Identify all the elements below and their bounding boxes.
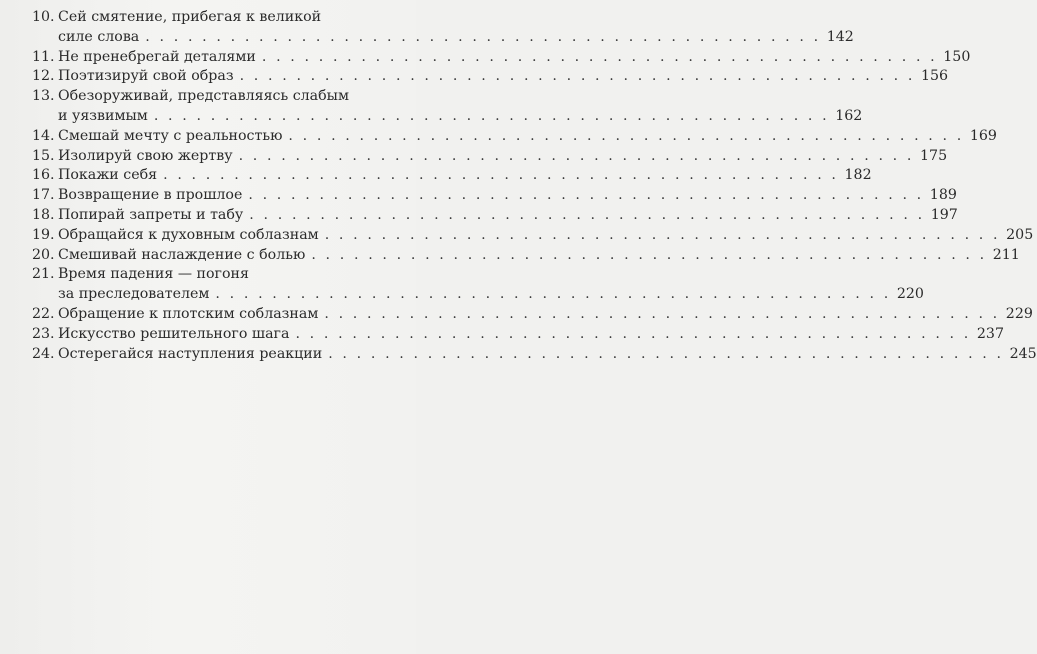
entry-number: 13. [32, 88, 55, 105]
toc-entry-17 [32, 186, 957, 206]
entry-page-number: 220 [896, 286, 924, 303]
toc-entry-15 [32, 147, 948, 167]
entry-title: Искусство решительного шага [58, 325, 290, 342]
entry-title-line-1: Сей смятение, прибегая к великой [58, 9, 322, 25]
entry-page-number: 182 [844, 167, 872, 184]
entry-leader-line [58, 48, 971, 68]
entry-number: 11. [32, 48, 55, 65]
entry-leader-line [58, 305, 1033, 325]
dot-leader: . . . . . . . . . . . . . . . . . . . . . . . . . . . . . . . . . . . . . . . . . . . . . . . . [295, 325, 971, 342]
entry-page-number: 245 [1009, 345, 1037, 362]
dot-leader: . . . . . . . . . . . . . . . . . . . . . . . . . . . . . . . . . . . . . . . . . . . . . . . . [248, 187, 924, 204]
entry-leader-line [58, 166, 872, 186]
entry-title: Изолируй свою жертву [58, 147, 233, 164]
entry-number: 18. [32, 206, 55, 223]
entry-number: 12. [32, 68, 55, 85]
dot-leader: . . . . . . . . . . . . . . . . . . . . . . . . . . . . . . . . . . . . . . . . . . . . . . . . [249, 206, 925, 223]
entry-number: 15. [32, 147, 55, 164]
dot-leader: . . . . . . . . . . . . . . . . . . . . . . . . . . . . . . . . . . . . . . . . . . . . . . . . [239, 68, 915, 85]
entry-body [58, 305, 1033, 325]
dot-leader: . . . . . . . . . . . . . . . . . . . . . . . . . . . . . . . . . . . . . . . . . . . . . . . . [153, 107, 830, 124]
entry-leader-line [58, 107, 863, 127]
entry-leader-line [58, 28, 854, 48]
dot-leader: . . . . . . . . . . . . . . . . . . . . . . . . . . . . . . . . . . . . . . . . . . . . . . . . [288, 127, 964, 144]
dot-leader: . . . . . . . . . . . . . . . . . . . . . . . . . . . . . . . . . . . . . . . . . . . . . . . . [261, 48, 938, 65]
entry-page-number: 169 [969, 127, 997, 144]
entry-body [58, 127, 997, 147]
entry-number: 10. [32, 9, 55, 25]
dot-leader: . . . . . . . . . . . . . . . . . . . . . . . . . . . . . . . . . . . . . . . . . . . . . . . . [215, 286, 891, 303]
entry-leader-line [58, 206, 958, 226]
entry-body [58, 166, 872, 186]
entry-page-number: 229 [1005, 305, 1033, 322]
toc-entry-21 [32, 265, 924, 305]
toc-entry-19 [32, 226, 1034, 246]
toc-entry-20 [32, 246, 1020, 266]
entry-body [58, 67, 949, 87]
entry-title: силе слова [58, 28, 140, 45]
entry-page-number: 189 [929, 187, 957, 204]
entry-page-number: 175 [920, 147, 948, 164]
entry-title: Остерегайся наступления реакции [58, 345, 323, 362]
entry-number: 24. [32, 345, 55, 362]
toc-entry-24 [32, 345, 1037, 365]
entry-body [58, 48, 971, 68]
entry-number: 22. [32, 305, 55, 322]
entry-leader-line [58, 345, 1037, 365]
toc-entry-11 [32, 48, 971, 68]
entry-leader-line [58, 127, 997, 147]
entry-body [58, 87, 863, 127]
dot-leader: . . . . . . . . . . . . . . . . . . . . . . . . . . . . . . . . . . . . . . . . . . . . . . . . [238, 147, 915, 164]
toc-entry-23 [32, 325, 1004, 345]
entry-title-line-1: Обезоруживай, представляясь слабым [58, 88, 349, 105]
entry-title: Обращение к плотским соблазнам [58, 305, 319, 322]
entry-number: 14. [32, 127, 55, 144]
entry-body [58, 246, 1020, 266]
entry-leader-line [58, 285, 924, 305]
entry-leader-line [58, 67, 949, 87]
entry-title: Попирай запреты и табу [58, 206, 244, 223]
entry-title: и уязвимым [58, 107, 148, 124]
toc-entry-13 [32, 87, 863, 127]
dot-leader: . . . . . . . . . . . . . . . . . . . . . . . . . . . . . . . . . . . . . . . . . . . . . . . . [163, 167, 839, 184]
entry-number: 21. [32, 266, 55, 283]
entry-leader-line [58, 226, 1034, 246]
toc-entry-16 [32, 166, 872, 186]
entry-page-number: 211 [992, 246, 1020, 263]
entry-number: 19. [32, 226, 55, 243]
entry-page-number: 150 [943, 48, 971, 65]
dot-leader: . . . . . . . . . . . . . . . . . . . . . . . . . . . . . . . . . . . . . . . . . . . . . . . . [328, 345, 1004, 362]
entry-body [58, 325, 1004, 345]
toc-entry-12 [32, 67, 949, 87]
dot-leader: . . . . . . . . . . . . . . . . . . . . . . . . . . . . . . . . . . . . . . . . . . . . . . . . [324, 226, 1001, 243]
entry-page-number: 205 [1006, 226, 1034, 243]
dot-leader: . . . . . . . . . . . . . . . . . . . . . . . . . . . . . . . . . . . . . . . . . . . . . . . . [324, 305, 1000, 322]
entry-leader-line [58, 147, 948, 167]
toc-entry-22 [32, 305, 1033, 325]
dot-leader: . . . . . . . . . . . . . . . . . . . . . . . . . . . . . . . . . . . . . . . . . . . . . . . . [311, 246, 987, 263]
entry-leader-line [58, 186, 957, 206]
entry-title: Возвращение в прошлое [58, 187, 243, 204]
entry-title: Смешивай наслаждение с болью [58, 246, 306, 263]
toc-entry-14 [32, 127, 997, 147]
entry-page-number: 156 [921, 68, 949, 85]
entry-body [58, 206, 958, 226]
entry-title: Покажи себя [58, 167, 158, 184]
entry-body [58, 186, 957, 206]
entry-title: Обращайся к духовным соблазнам [58, 226, 319, 243]
entry-body [58, 345, 1037, 365]
entry-page-number: 197 [930, 206, 958, 223]
entry-number: 16. [32, 167, 55, 184]
entry-title: Поэтизируй свой образ [58, 68, 234, 85]
entry-body [58, 147, 948, 167]
entry-body [58, 8, 854, 48]
toc-entry-18 [32, 206, 958, 226]
entry-body [58, 226, 1034, 246]
entry-number: 17. [32, 187, 55, 204]
entry-title-line-1: Время падения — погоня [58, 266, 249, 283]
entry-leader-line [58, 246, 1020, 266]
entry-number: 23. [32, 325, 55, 342]
entry-title: Не пренебрегай деталями [58, 48, 256, 65]
toc-entry-10 [32, 8, 854, 48]
table-of-contents [32, 8, 1037, 364]
entry-body [58, 265, 924, 305]
entry-title: Смешай мечту с реальностью [58, 127, 283, 144]
entry-number: 20. [32, 246, 55, 263]
entry-leader-line [58, 325, 1004, 345]
entry-page-number: 237 [976, 325, 1004, 342]
entry-title: за преследователем [58, 286, 210, 303]
dot-leader: . . . . . . . . . . . . . . . . . . . . . . . . . . . . . . . . . . . . . . . . . . . . . . . . [145, 28, 821, 45]
entry-page-number: 162 [835, 107, 863, 124]
entry-page-number: 142 [826, 28, 854, 45]
